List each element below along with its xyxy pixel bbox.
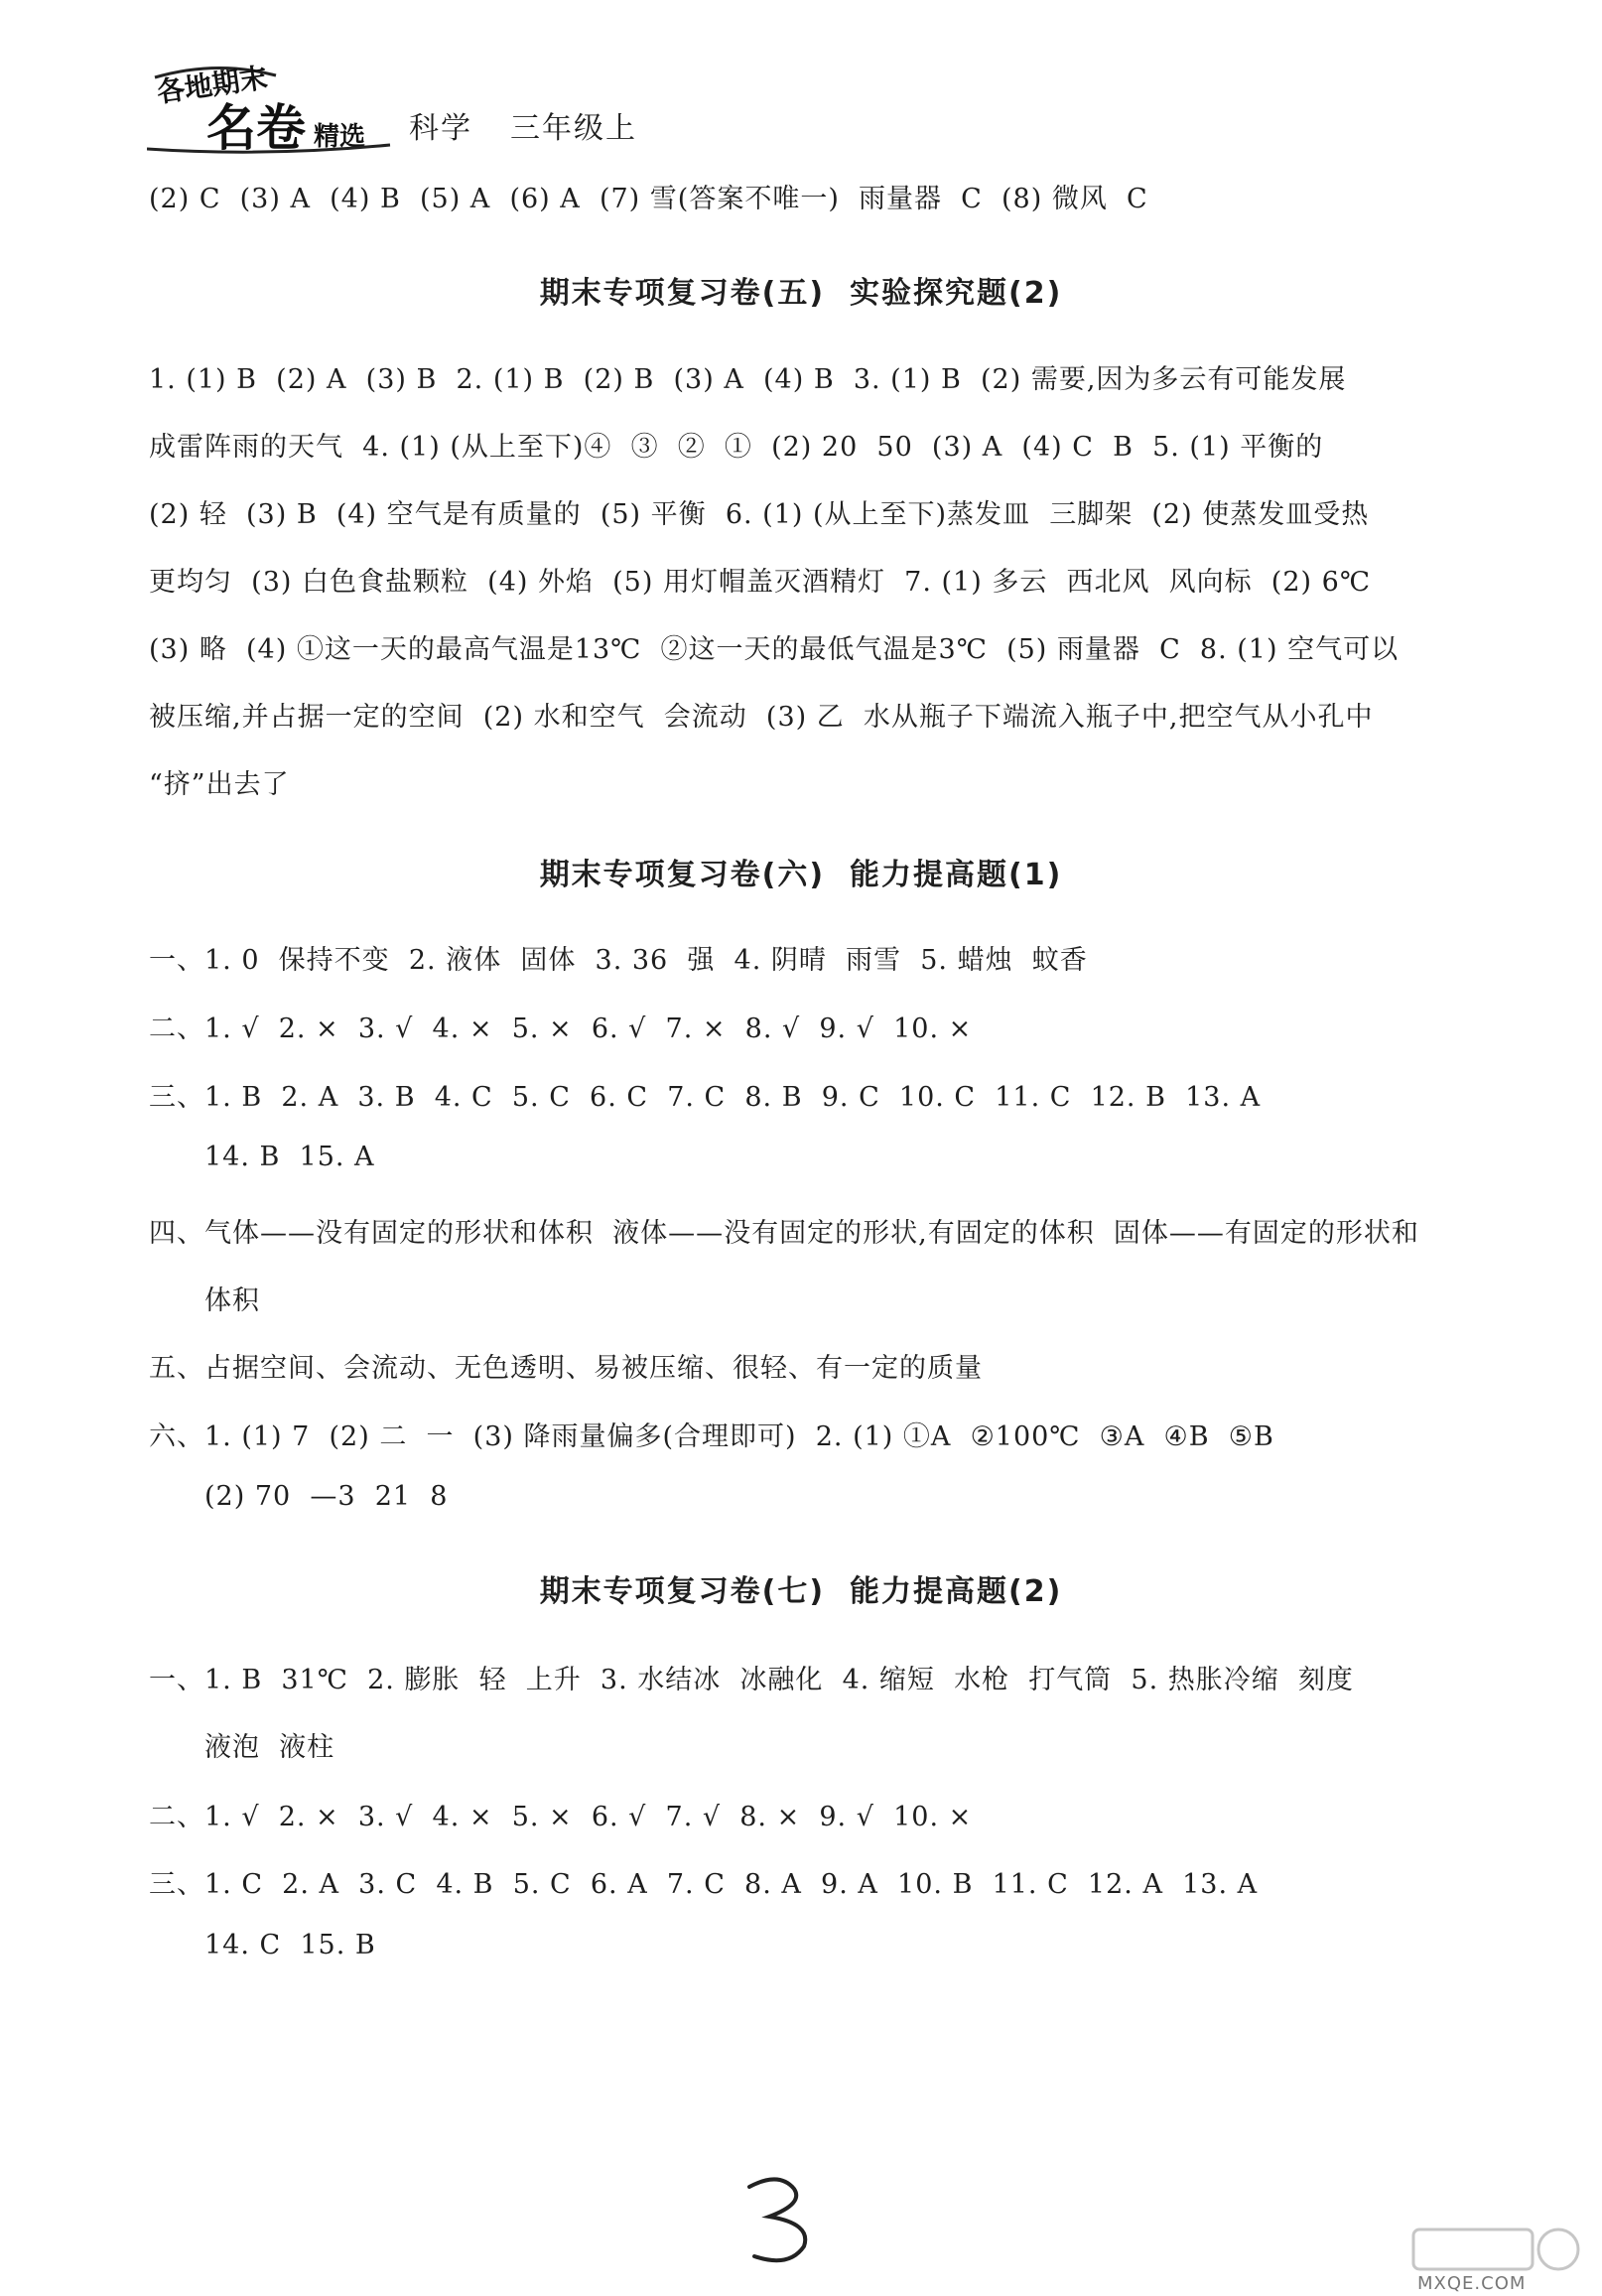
- answer-line: 五、占据空间、会流动、无色透明、易被压缩、很轻、有一定的质量: [149, 1353, 983, 1384]
- answer-line: 三、1. B 2. A 3. B 4. C 5. C 6. C 7. C 8. B 9. C 10. C 11. C 12. B 13. A: [149, 1082, 1262, 1113]
- section-title: 期末专项复习卷(六) 能力提高题(1): [539, 858, 1063, 892]
- answer-line: 三、1. C 2. A 3. C 4. B 5. C 6. A 7. C 8. A 9. A 10. B 11. C 12. A 13. A: [149, 1869, 1259, 1900]
- answer-line: (2) 轻 (3) B (4) 空气是有质量的 (5) 平衡 6. (1) (从上至下)蒸发皿 三脚架 (2) 使蒸发皿受热: [149, 499, 1370, 530]
- subject-label: 科学: [409, 111, 472, 146]
- answer-line: 六、1. (1) 7 (2) 二 一 (3) 降雨量偏多(合理即可) 2. (1) ①A ②100℃ ③A ④B ⑤B: [149, 1421, 1274, 1452]
- answer-line: 一、1. 0 保持不变 2. 液体 固体 3. 36 强 4. 阴晴 雨雪 5. 蜡烛 蚊香: [149, 945, 1088, 976]
- answer-line: 液泡 液柱: [204, 1732, 335, 1763]
- answer-line: 1. (1) B (2) A (3) B 2. (1) B (2) B (3) A (4) B 3. (1) B (2) 需要,因为多云有可能发展: [149, 364, 1347, 395]
- answer-line: 更均匀 (3) 白色食盐颗粒 (4) 外焰 (5) 用灯帽盖灭酒精灯 7. (1) 多云 西北风 风向标 (2) 6℃: [149, 567, 1372, 598]
- answer-line: 一、1. B 31℃ 2. 膨胀 轻 上升 3. 水结冰 冰融化 4. 缩短 水枪 打气筒 5. 热胀冷缩 刻度: [149, 1665, 1354, 1695]
- page-header: [409, 103, 675, 147]
- answer-line: 14. C 15. B: [204, 1930, 376, 1960]
- logo-text-main: 名卷: [206, 98, 306, 157]
- logo-text-top: 各地期末: [154, 61, 270, 109]
- watermark-text: MXQE.COM: [1417, 2273, 1527, 2294]
- answer-line: 成雷阵雨的天气 4. (1) (从上至下)④ ③ ② ① (2) 20 50 (3) A (4) C B 5. (1) 平衡的: [149, 432, 1324, 463]
- section-title: 期末专项复习卷(七) 能力提高题(2): [539, 1574, 1063, 1609]
- page-number-handwritten: [734, 2169, 824, 2268]
- answer-line: (2) C (3) A (4) B (5) A (6) A (7) 雪(答案不唯一) 雨量器 C (8) 微风 C: [149, 184, 1148, 214]
- answer-line: 被压缩,并占据一定的空间 (2) 水和空气 会流动 (3) 乙 水从瓶子下端流入瓶子中,把空气从小孔中: [149, 702, 1374, 733]
- answer-line: (2) 70 —3 21 8: [204, 1481, 449, 1512]
- answer-line: 四、气体——没有固定的形状和体积 液体——没有固定的形状,有固定的体积 固体——有固定的形状和: [149, 1218, 1419, 1249]
- grade-label: 三年级上: [510, 111, 637, 146]
- answer-line: (3) 略 (4) ①这一天的最高气温是13℃ ②这一天的最低气温是3℃ (5) 雨量器 C 8. (1) 空气可以: [149, 634, 1400, 665]
- book-series-logo: [147, 58, 395, 157]
- answer-line: 二、1. √ 2. × 3. √ 4. × 5. × 6. √ 7. √ 8. × 9. √ 10. ×: [149, 1802, 973, 1832]
- answer-line: 体积: [204, 1285, 260, 1316]
- answer-line: 14. B 15. A: [204, 1142, 375, 1172]
- section-title: 期末专项复习卷(五) 实验探究题(2): [539, 276, 1063, 311]
- answer-line: “挤”出去了: [149, 769, 290, 800]
- logo-text-side: 精选: [314, 122, 366, 152]
- answer-line: 二、1. √ 2. × 3. √ 4. × 5. × 6. √ 7. × 8. √ 9. √ 10. ×: [149, 1013, 973, 1044]
